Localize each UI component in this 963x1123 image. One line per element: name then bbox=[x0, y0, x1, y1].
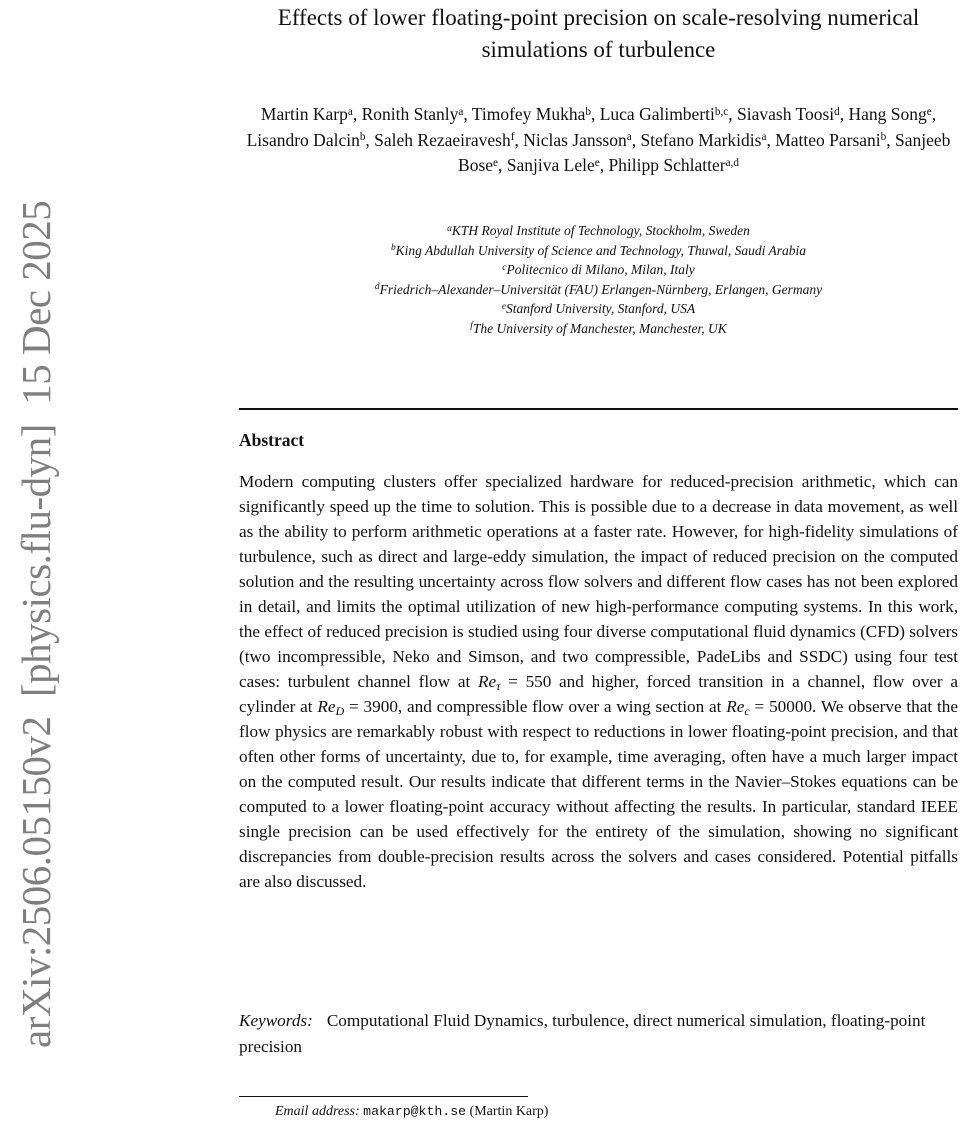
arxiv-watermark: arXiv:2506.05150v2 [physics.flu-dyn] 15 Dec 2025 bbox=[13, 200, 59, 1048]
email-owner: (Martin Karp) bbox=[469, 1104, 549, 1119]
footnote-rule bbox=[239, 1096, 528, 1097]
author-affiliation-sup: a bbox=[626, 131, 632, 144]
affiliation-line bbox=[239, 319, 958, 339]
author-affiliation-sup: e bbox=[594, 156, 600, 169]
author-affiliation-sup: a bbox=[761, 131, 767, 144]
author-name: Hang Song bbox=[848, 104, 927, 124]
author-name: Ronith Stanly bbox=[361, 104, 459, 124]
math-symbol: Re bbox=[478, 672, 497, 691]
affiliation-line bbox=[239, 241, 958, 261]
keywords-text: Computational Fluid Dynamics, turbulence, direct numerical simulation, floating-point precision bbox=[239, 1011, 926, 1056]
affiliation-sup: a bbox=[447, 223, 452, 234]
affiliation-text: Politecnico di Milano, Milan, Italy bbox=[506, 262, 695, 277]
author-affiliation-sup: d bbox=[834, 105, 840, 118]
abstract-heading: Abstract bbox=[239, 430, 305, 450]
affiliations-block bbox=[239, 221, 958, 338]
affiliation-text: King Abdullah University of Science and Technology, Thuwal, Saudi Arabia bbox=[395, 242, 807, 258]
author-name: Philipp Schlatter bbox=[608, 155, 726, 175]
affiliation-sup: f bbox=[470, 321, 473, 332]
math-symbol: Re bbox=[726, 697, 745, 716]
math-subscript: D bbox=[335, 704, 345, 718]
author-name: Matteo Parsani bbox=[775, 129, 881, 150]
email-address-link[interactable]: makarp@kth.se bbox=[363, 1104, 467, 1119]
affiliation-text: The University of Manchester, Manchester, UK bbox=[472, 320, 727, 336]
author-name: Siavash Toosi bbox=[737, 104, 835, 124]
author-name: Martin Karp bbox=[260, 104, 348, 124]
abstract-text: Modern computing clusters offer specialized hardware for reduced-precision arithmetic, which can significantly speed up the time to solution. This is possible due to a decrease in data movement, as well as the ability to perform arithmetic operations at a faster rate. However, for high-fidelity simulations of turbulence, such as direct and large-eddy simulation, the impact of reduced precision on the computed solution and the resulting uncertainty across flow solvers and different flow cases has not been explored in detail, and limits the optimal utilization of new high-performance computing systems. In this work, the effect of reduced precision is studied using four diverse computational fluid dynamics (CFD) solvers (two incompressible, Neko and Simson, and two compressible, PadeLibs and SSDC) using four test cases: turbulent channel flow at $Re_\tau = 550$ and higher, forced transition in a channel, flow over a cylinder at $Re_D = 3900$, and compressible flow over a wing section at $Re_c = 50000$. We observe that the flow physics are remarkably robust with respect to reductions in lower floating-point precision, and that often other forms of uncertainty, due to, for example, time averaging, often have a much larger impact on the computed result. Our results indicate that different terms in the Navier–Stokes equations can be computed to a lower floating-point accuracy without affecting the results. In particular, standard IEEE single precision can be used effectively for the entirety of the simulation, showing no significant discrepancies from double-precision results across the solvers and cases considered. Potential pitfalls are also discussed. bbox=[239, 472, 959, 891]
author-affiliation-sup: b,c bbox=[714, 105, 729, 118]
affiliation-sup: b bbox=[390, 243, 396, 254]
affiliation-sup: c bbox=[502, 262, 507, 273]
author-name: Niclas Jansson bbox=[523, 129, 627, 150]
email-address-label: Email address: bbox=[275, 1104, 360, 1119]
separator-rule bbox=[239, 408, 958, 410]
affiliation-line bbox=[239, 221, 958, 241]
author-affiliation-sup: e bbox=[493, 156, 499, 169]
author-name: Saleh Rezaeiravesh bbox=[374, 129, 511, 150]
keywords-label: Keywords: bbox=[239, 1011, 313, 1030]
affiliation-text: Stanford University, Stanford, USA bbox=[506, 301, 696, 316]
affiliation-line bbox=[239, 280, 958, 300]
math-symbol: Re bbox=[317, 697, 336, 716]
authors-block: Martin Karp$^a$, Ronith Stanly$^a$, Timofey Mukha$^b$, Luca Galimberti$^{b,c}$, Siavash Toosi$^d$, Hang Song$^e$, Lisandro Dalcin$^b$, Saleh Rezaeiravesh$^f$, Niclas Jansson$^a$, Stefano Markidis$^a$, Matteo Parsani$^b$, Sanjeeb Bose$^e$, Sanjiva Lele$^e$, Philipp Schlatter$^{a,d}$ bbox=[246, 104, 951, 175]
affiliation-sup: d bbox=[374, 282, 380, 293]
author-affiliation-sup: b bbox=[880, 131, 887, 144]
math-subscript: c bbox=[744, 704, 750, 718]
author-affiliation-sup: e bbox=[926, 105, 932, 118]
author-affiliation-sup: b bbox=[359, 131, 366, 144]
footnote-line bbox=[239, 1102, 958, 1122]
author-affiliation-sup: a bbox=[347, 105, 353, 118]
paper-title: Effects of lower floating-point precision on scale-resolving numerical simulations of turbulence bbox=[277, 5, 920, 62]
keywords-line bbox=[239, 1008, 929, 1060]
content-column bbox=[239, 0, 958, 1123]
affiliation-text: Friedrich–Alexander–Universität (FAU) Erlangen-Nürnberg, Erlangen, Germany bbox=[379, 281, 823, 297]
author-name: Timofey Mukha bbox=[471, 104, 586, 124]
author-name: Lisandro Dalcin bbox=[246, 129, 360, 150]
author-affiliation-sup: a bbox=[458, 105, 464, 118]
author-name: Luca Galimberti bbox=[599, 104, 715, 124]
affiliation-line bbox=[239, 299, 958, 319]
affiliation-line bbox=[239, 260, 958, 280]
author-affiliation-sup: f bbox=[510, 131, 515, 144]
author-name: Stefano Markidis bbox=[640, 129, 762, 150]
affiliation-sup: e bbox=[501, 301, 507, 312]
author-affiliation-sup: a,d bbox=[725, 156, 739, 169]
author-affiliation-sup: b bbox=[585, 105, 591, 118]
author-name: Sanjiva Lele bbox=[506, 155, 595, 175]
affiliation-text: KTH Royal Institute of Technology, Stockholm, Sweden bbox=[451, 223, 750, 238]
author-name: Sanjeeb Bose bbox=[458, 129, 951, 175]
math-subscript: τ bbox=[496, 679, 501, 693]
